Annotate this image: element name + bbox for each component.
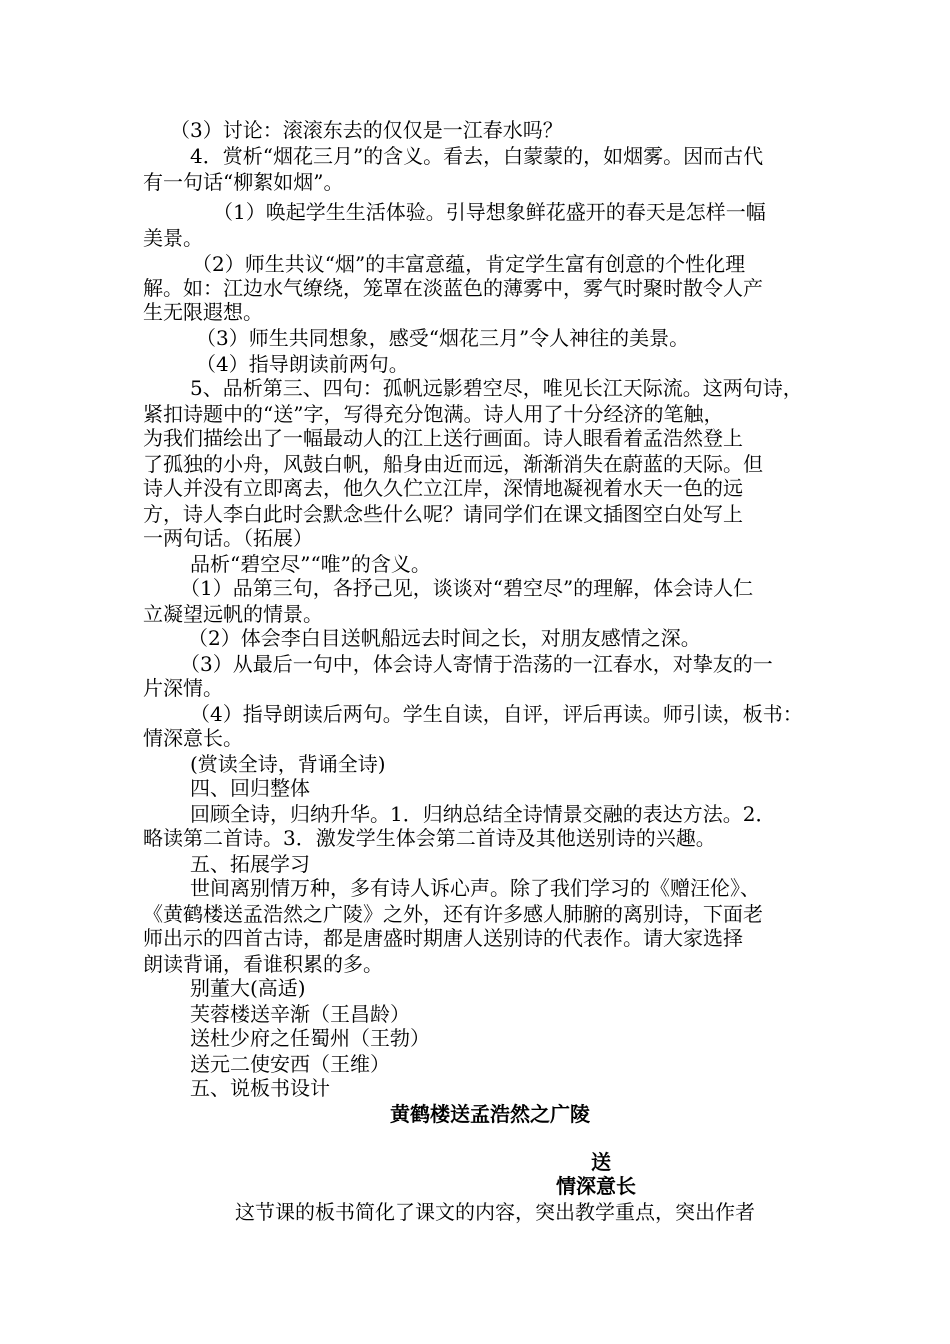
text-line: 世间离别情万种，多有诗人诉心声。除了我们学习的《赠汪伦》、 (190, 876, 760, 900)
text-line: (赏读全诗，背诵全诗) (190, 752, 386, 776)
text-line: 了孤独的小舟，风鼓白帆，船身由近而远，渐渐消失在蔚蓝的天际。但 (143, 452, 763, 476)
text-line: （4）指导朗读后两句。学生自读，自评，评后再读。师引读，板书： (190, 702, 803, 726)
text-line: 情深意长。 (143, 726, 243, 750)
text-line: 品析“碧空尽”“唯”的含义。 (190, 552, 431, 576)
text-line: 朗读背诵，看谁积累的多。 (143, 952, 383, 976)
text-line: 送元二使安西（王维） (190, 1052, 390, 1076)
board-title: 黄鹤楼送孟浩然之广陵 (390, 1102, 590, 1126)
text-line: 紧扣诗题中的“送”字，写得充分饱满。诗人用了十分经济的笔触， (143, 402, 724, 426)
text-line: 生无限遐想。 (143, 300, 263, 324)
text-line: 一两句话。（拓展） (143, 526, 313, 550)
text-line: 师出示的四首古诗，都是唐盛时期唐人送别诗的代表作。请大家选择 (143, 926, 743, 950)
closing-line: 这节课的板书简化了课文的内容，突出教学重点，突出作者 (235, 1200, 755, 1224)
text-line: （3）从最后一句中，体会诗人寄情于浩荡的一江春水，对挚友的一 (180, 652, 773, 676)
text-line: 五、说板书设计 (190, 1076, 330, 1100)
text-line: （4）指导朗读前两句。 (196, 352, 409, 376)
text-line: 美景。 (143, 226, 203, 250)
text-line: 为我们描绘出了一幅最动人的江上送行画面。诗人眼看着孟浩然登上 (143, 426, 743, 450)
board-phrase: 情深意长 (556, 1174, 636, 1198)
text-line: 《黄鹤楼送孟浩然之广陵》之外，还有许多感人肺腑的离别诗，下面老 (143, 902, 763, 926)
board-word: 送 (591, 1150, 611, 1174)
text-line: （2）师生共议“烟”的丰富意蕴，肯定学生富有创意的个性化理 (192, 252, 746, 276)
text-line: （3）讨论：滚滚东去的仅仅是一江春水吗？ (170, 118, 563, 142)
text-line: 略读第二首诗。3．激发学生体会第二首诗及其他送别诗的兴趣。 (143, 826, 716, 850)
text-line: 芙蓉楼送辛渐（王昌龄） (190, 1002, 410, 1026)
text-line: 诗人并没有立即离去，他久久伫立江岸，深情地凝视着水天一色的远 (143, 476, 743, 500)
text-line: 解。如：江边水气缭绕，笼罩在淡蓝色的薄雾中，雾气时聚时散令人产 (143, 276, 763, 300)
text-line: （3）师生共同想象，感受“烟花三月”令人神往的美景。 (196, 326, 690, 350)
text-line: （1）品第三句，各抒己见，谈谈对“碧空尽”的理解，体会诗人仁 (180, 576, 754, 600)
text-line: 回顾全诗，归纳升华。1．归纳总结全诗情景交融的表达方法。2． (190, 802, 776, 826)
text-line: 4．赏析“烟花三月”的含义。看去，白蒙蒙的，如烟雾。因而古代 (190, 144, 764, 168)
text-line: 立凝望远帆的情景。 (143, 602, 323, 626)
text-line: 五、拓展学习 (190, 852, 310, 876)
text-line: （1）唤起学生生活体验。引导想象鲜花盛开的春天是怎样一幅 (213, 200, 766, 224)
text-line: 别董大(高适) (190, 976, 306, 1000)
text-line: （2）体会李白目送帆船远去时间之长，对朋友感情之深。 (188, 626, 701, 650)
text-line: 四、回归整体 (190, 776, 310, 800)
text-line: 方，诗人李白此时会默念些什么呢？请同学们在课文插图空白处写上 (143, 502, 743, 526)
text-line: 片深情。 (143, 676, 223, 700)
text-line: 5、品析第三、四句：孤帆远影碧空尽，唯见长江天际流。这两句诗， (190, 376, 803, 400)
text-line: 送杜少府之任蜀州（王勃） (190, 1026, 430, 1050)
text-line: 有一句话“柳絮如烟”。 (143, 170, 344, 194)
